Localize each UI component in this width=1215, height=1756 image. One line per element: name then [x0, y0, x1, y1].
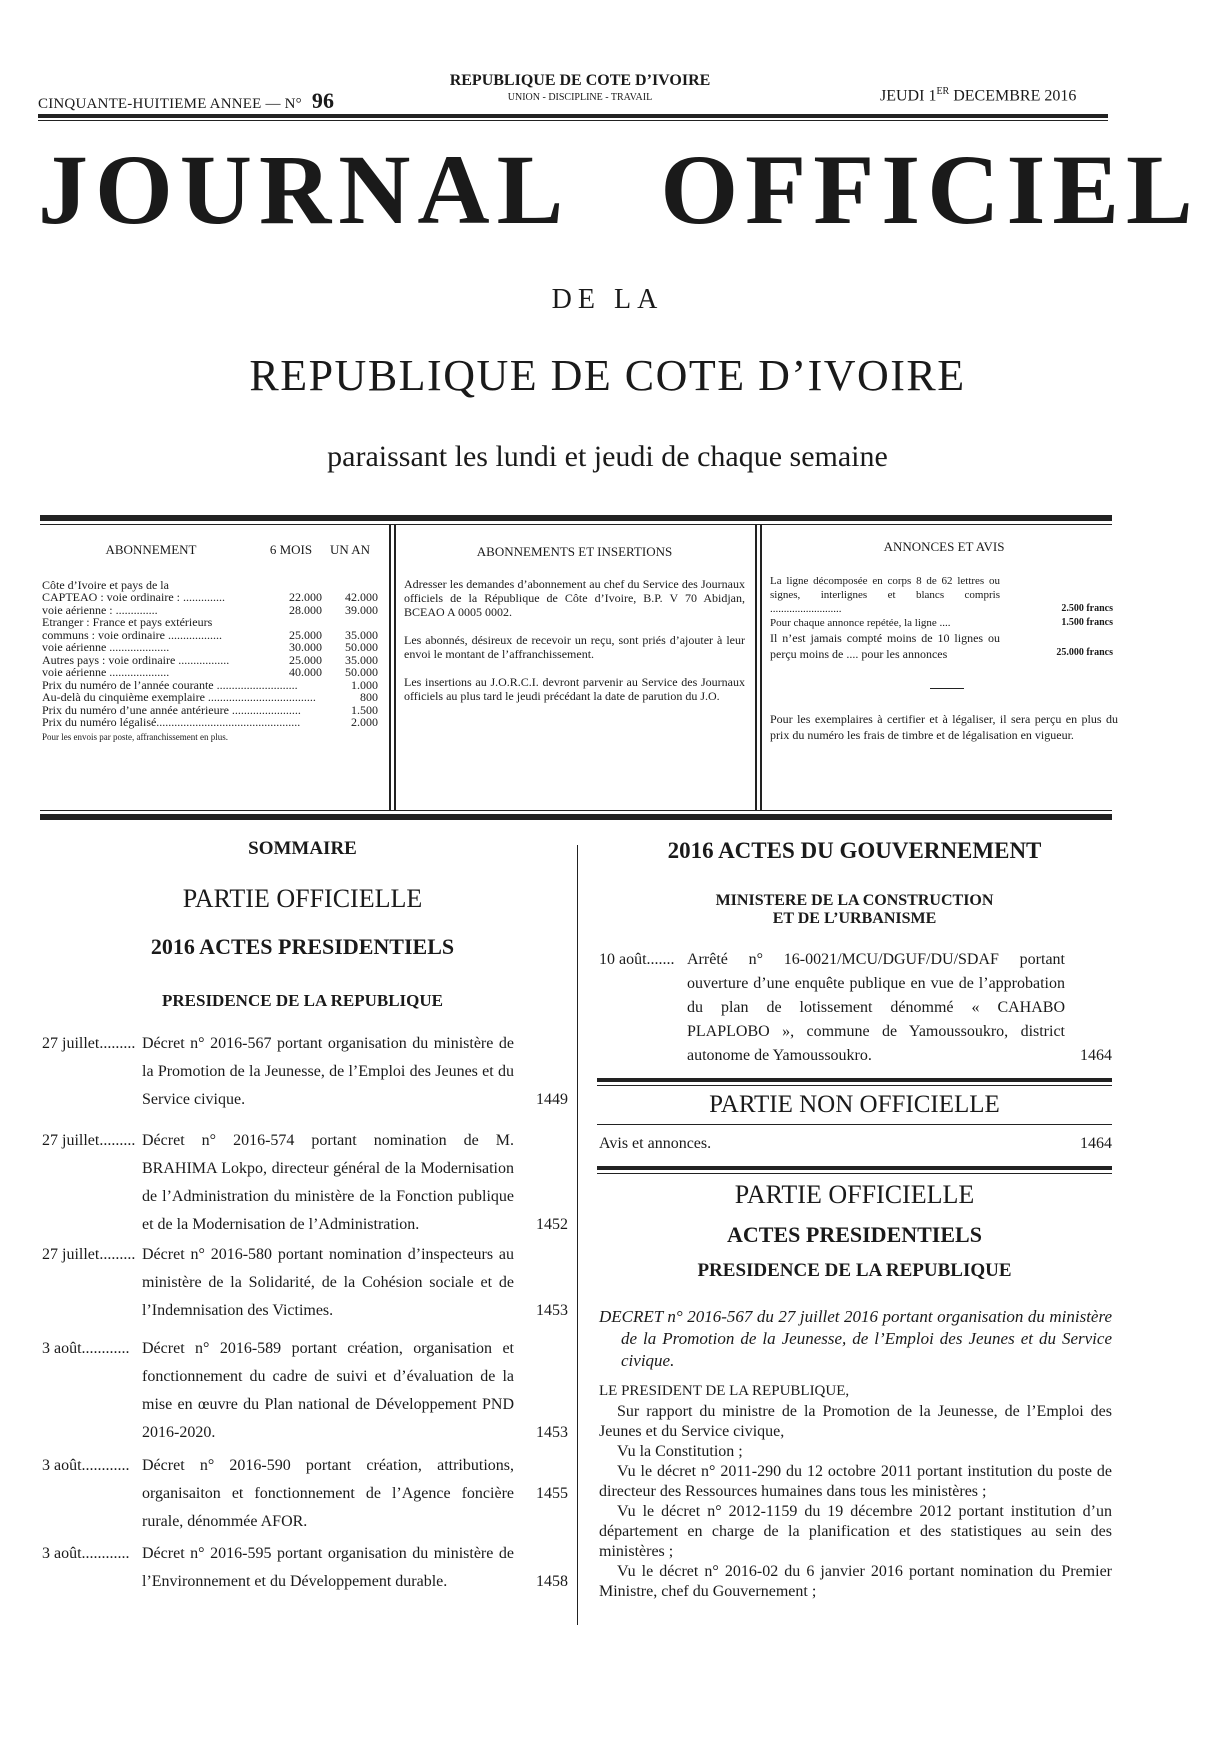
box-bottom-rule-thin [40, 810, 1112, 811]
gouvernement-entry [599, 948, 1112, 1068]
body-rule-top [597, 1166, 1112, 1170]
col-1-year: UN AN [329, 542, 371, 557]
column-divider [577, 845, 578, 1625]
subscription-row [42, 666, 378, 679]
non-officielle-rule-top-thin [597, 1085, 1112, 1086]
rate-label: Autres pays : voie ordinaire ................. [42, 652, 230, 667]
box-top-rule-thin [40, 524, 1112, 525]
entry-date: 27 juillet......... [42, 1132, 136, 1149]
rate-1-year: 50.000 [345, 640, 378, 654]
entry-page: 1458 [536, 1573, 568, 1590]
entry-text: Décret n° 2016-595 portant organisation du ministère de l’Environnement et du Développement durable. [142, 1545, 514, 1590]
rate-6-months: 30.000 [289, 640, 322, 654]
decree-paragraph: Sur rapport du ministre de la Promotion de la Jeunesse, de l’Emploi des Jeunes et du Service civique, [599, 1403, 1112, 1440]
entry-date: 3 août............ [42, 1340, 130, 1357]
non-officielle-rule-top [597, 1078, 1112, 1082]
title-de-la: DE LA [551, 284, 664, 315]
rate-6-months: 40.000 [289, 665, 322, 679]
entry-page: 1453 [536, 1302, 568, 1319]
entry-date: 27 juillet......... [42, 1035, 136, 1052]
box-divider-2b [760, 524, 762, 810]
rate-label: voie aérienne .................... [42, 665, 170, 679]
rate-label: CAPTEAO : voie ordinaire : .............. [42, 590, 225, 604]
box-bottom-rule [40, 814, 1112, 820]
non-officielle-item: Avis et annonces. [599, 1135, 712, 1152]
rate-1-year: 35.000 [345, 652, 378, 667]
rate-label: Côte d’Ivoire et pays de la [42, 577, 169, 592]
decree-paragraph: Vu le décret n° 2012-1159 du 19 décembre 2012 portant institution d’un département en charge de la planification et des statistiques au sein des ministères ; [599, 1503, 1112, 1560]
subscription-row [42, 591, 378, 604]
insertions-panel [404, 530, 745, 808]
box-top-rule [40, 515, 1112, 521]
sommaire-presidence: PRESIDENCE DE LA REPUBLIQUE [161, 991, 444, 1010]
insertions-address: Adresser les demandes d’abonnement au chef du Service des Journaux officiels de la République de Côte d’Ivoire, B.P. V 70 Abidjan, BCEAO A 0005 0002. [404, 577, 745, 619]
insertions-receipt: Les abonnés, désireux de recevoir un reçu, sont priés d’ajouter à leur envoi le montant de l’affranchissement. [404, 633, 745, 661]
price-value: 1.500 [351, 702, 378, 717]
price-label: Prix du numéro d’une année antérieure ....................... [42, 703, 301, 716]
decret-title-text: DECRET n° 2016-567 du 27 juillet 2016 portant organisation du ministère de la Promotion de la Jeunesse, de l’Emploi des Jeunes et du Service civique. [599, 1307, 1112, 1370]
annonce-rate-3-label: Il n’est jamais compté moins de 10 lignes ou perçu moins de .... pour les annonces [770, 631, 1000, 661]
sommaire-entry [42, 1452, 570, 1530]
annonces-rates [770, 574, 1118, 686]
sommaire-actes: 2016 ACTES PRESIDENTIELS [150, 934, 455, 959]
rate-6-months: 22.000 [289, 590, 322, 604]
issue-date [880, 86, 1076, 105]
insertions-deadline: Les insertions au J.O.R.C.I. devront parvenir au Service des Journaux officiels au plus tard le jeudi précédant la date de parution du J.O. [404, 675, 745, 703]
sommaire-entry [42, 1241, 570, 1325]
country-name: REPUBLIQUE DE COTE D’IVOIRE [449, 72, 711, 89]
annonces-separator [930, 688, 964, 689]
annonces-legalisation: Pour les exemplaires à certifier et à légaliser, il sera perçu en plus du prix du numéro les frais de timbre et de légalisation en vigueur. [770, 712, 1118, 742]
box-divider-2 [755, 524, 757, 810]
rate-label: voie aérienne .................... [42, 640, 170, 654]
annonce-rate-1-label: La ligne décomposée en corps 8 de 62 lettres ou signes, interlignes et blancs compris .......................... [770, 575, 1000, 615]
ministry-line-1: MINISTERE DE LA CONSTRUCTION [715, 892, 994, 909]
rate-label: communs : voie ordinaire .................. [42, 627, 222, 642]
box-divider-1 [389, 524, 391, 810]
title-republic: REPUBLIQUE DE COTE D’IVOIRE [249, 351, 966, 400]
header-rule [38, 114, 1108, 118]
edition-line [38, 88, 334, 114]
rate-1-year: 42.000 [345, 590, 378, 604]
price-row [42, 704, 378, 717]
entry-text: Décret n° 2016-574 portant nomination de M. BRAHIMA Lokpo, directeur général de la Modernisation de l’Administration du ministère de la Fonction publique et de la Modernisation de l’Administration. [142, 1132, 514, 1233]
rate-1-year: 39.000 [345, 602, 378, 617]
subscription-head: ABONNEMENT [105, 542, 197, 557]
president-line: LE PRESIDENT DE LA REPUBLIQUE, [599, 1383, 850, 1399]
annonce-rate-2-value: 1.500 francs [1061, 617, 1113, 628]
entry-date: 27 juillet......... [42, 1246, 136, 1263]
sommaire-title: SOMMAIRE [248, 838, 357, 859]
rate-6-months [260, 616, 322, 629]
decree-body [599, 1402, 1112, 1602]
sommaire-partie: PARTIE OFFICIELLE [182, 884, 423, 913]
publication-frequency: paraissant les lundi et jeudi de chaque semaine [327, 440, 888, 473]
annonce-rate-2-label: Pour chaque annonce repétée, la ligne .... [770, 617, 951, 629]
sommaire-entry [42, 1335, 570, 1447]
col-6-months: 6 MOIS [269, 542, 313, 557]
entry-text: Décret n° 2016-590 portant création, attributions, organisaiton et fonctionnement de l’Agence foncière rurale, dénommée AFOR. [142, 1457, 514, 1530]
subscription-header-row [42, 544, 378, 557]
decree-paragraph: Vu le décret n° 2016-02 du 6 janvier 2016 portant nomination du Premier Ministre, chef du Gouvernement ; [599, 1563, 1112, 1600]
date-prefix: JEUDI 1 [880, 87, 937, 105]
rate-label: Etranger : France et pays extérieurs [42, 615, 213, 629]
decret-title [599, 1306, 1112, 1372]
entry-text: Décret n° 2016-580 portant nomination d’inspecteurs au ministère de la Solidarité, de la Cohésion sociale et de l’Indemnisation des Victimes. [142, 1246, 514, 1319]
ministry-line-2: ET DE L’URBANISME [772, 910, 937, 927]
annonce-rate-3-value: 25.000 francs [1056, 647, 1113, 658]
non-officielle-page: 1464 [1080, 1135, 1112, 1152]
price-value: 2.000 [351, 715, 378, 729]
price-label: Prix du numéro de l’année courante ........................... [42, 678, 298, 691]
header-rule-thin [38, 120, 1108, 121]
annonces-head: ANNONCES ET AVIS [883, 539, 1005, 554]
rate-1-year: 50.000 [345, 665, 378, 679]
entry-text: Décret n° 2016-567 portant organisation du ministère de la Promotion de la Jeunesse, de l’Emploi des Jeunes et du Service civique. [142, 1035, 514, 1108]
price-label: Prix du numéro légalisé................................................ [42, 716, 301, 729]
price-row [42, 691, 378, 704]
body-rule-top-thin [597, 1173, 1112, 1174]
body-partie: PARTIE OFFICIELLE [734, 1180, 975, 1209]
body-actes: ACTES PRESIDENTIELS [727, 1222, 982, 1247]
date-suffix: DECEMBRE 2016 [949, 87, 1077, 105]
price-row [42, 716, 378, 729]
entry-page: 1449 [536, 1091, 568, 1108]
entry-page: 1453 [536, 1424, 568, 1441]
entry-date: 3 août............ [42, 1457, 130, 1474]
annonces-panel [770, 530, 1118, 808]
sommaire-entry [42, 1540, 570, 1596]
edition-label: CINQUANTE-HUITIEME ANNEE — N° [38, 96, 302, 112]
sommaire-entry [42, 1127, 570, 1239]
body-presidence: PRESIDENCE DE LA REPUBLIQUE [697, 1260, 1012, 1281]
sommaire-entry [42, 1030, 570, 1114]
gouvernement-title: 2016 ACTES DU GOUVERNEMENT [667, 838, 1042, 863]
header-country [420, 72, 740, 103]
price-list [42, 679, 378, 729]
issue-number: 96 [311, 88, 335, 113]
rate-6-months: 25.000 [289, 652, 322, 667]
decree-paragraph: Vu le décret n° 2011-290 du 12 octobre 2011 portant institution du poste de directeur des Ressources humaines dans tous les ministères ; [599, 1463, 1112, 1500]
price-value: 1.000 [351, 677, 378, 692]
annonce-rate-1-value: 2.500 francs [1061, 603, 1113, 614]
decree-paragraph: Vu la Constitution ; [617, 1443, 743, 1460]
price-row [42, 679, 378, 692]
gouvernement-entry-page: 1464 [1080, 1047, 1112, 1064]
gouvernement-entry-text: Arrêté n° 16-0021/MCU/DGUF/DU/SDAF portant ouverture d’une enquête publique en vue de l’approbation du plan de lotissement dénommé « CAHABO PLAPLOBO », commune de Yamoussoukro, district autonome de Yamoussoukro. [687, 951, 1065, 1064]
subscription-rates [42, 579, 378, 679]
price-value: 800 [360, 690, 378, 704]
subscription-panel [42, 530, 378, 808]
rate-1-year: 35.000 [345, 627, 378, 642]
non-officielle-rule-mid [597, 1124, 1112, 1125]
rate-6-months: 25.000 [289, 627, 322, 642]
box-divider-1b [394, 524, 396, 810]
rate-label: voie aérienne : .............. [42, 602, 158, 617]
date-sup: ER [936, 86, 950, 97]
entry-text: Décret n° 2016-589 portant création, organisation et fonctionnement du cadre de suivi et d’évaluation de la mise en œuvre du Plan national de Développement PND 2016-2020. [142, 1340, 514, 1441]
price-label: Au-delà du cinquième exemplaire .................................... [42, 691, 316, 704]
entry-page: 1452 [536, 1216, 568, 1233]
rate-1-year [322, 616, 378, 629]
subscription-row [42, 616, 378, 629]
non-officielle-title: PARTIE NON OFFICIELLE [709, 1091, 1000, 1118]
entry-page: 1455 [536, 1485, 568, 1502]
country-motto: UNION - DISCIPLINE - TRAVAIL [507, 92, 653, 103]
subscription-row [42, 641, 378, 654]
title-word-2: OFFICIEL [660, 134, 1200, 245]
rate-6-months: 28.000 [289, 602, 322, 617]
title-word-1: JOURNAL [38, 134, 571, 245]
gouvernement-entry-date: 10 août....... [599, 951, 675, 968]
insertions-head: ABONNEMENTS ET INSERTIONS [476, 544, 673, 559]
postage-note: Pour les envois par poste, affranchissement en plus. [42, 731, 229, 742]
journal-title [38, 134, 1200, 245]
gouvernement-ministry [597, 892, 1112, 928]
entry-date: 3 août............ [42, 1545, 130, 1562]
